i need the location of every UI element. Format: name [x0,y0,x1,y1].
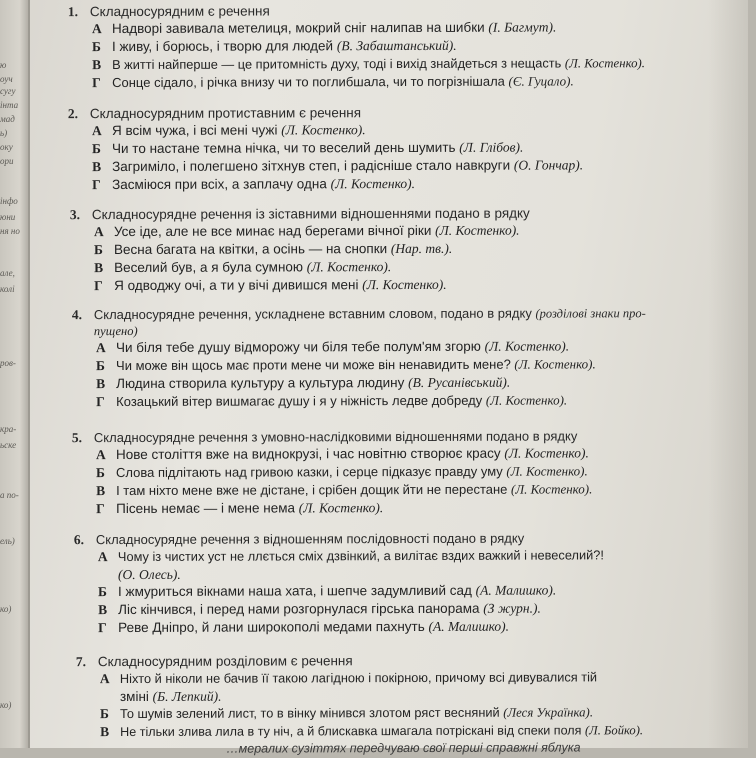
question-4 [72,304,752,411]
option-c[interactable]: В В житті найперше — це притомність духу, тоді і вихід знайдеться з нещасть (Л. Костенко). [92,55,645,73]
question-title: 5. Складносурядне речення з умовно-наслідковими відношеннями подано в рядку [71,428,578,446]
left-page-fragment: сугу [0,86,16,96]
question-3 [70,204,750,295]
option-d[interactable]: Г Засміюся при всіх, а заплачу одна (Л. Костенко). [92,175,416,193]
left-page-fragment: ров- [0,358,16,368]
option-b[interactable]: Б То шумів зелений лист, то в вінку мінився злотом ряст весняний (Леся Українка). [100,704,594,722]
question-title: 3. Складносурядне речення із зіставними відношеннями подано в рядку [69,205,530,223]
question-1 [68,1,748,92]
question-title: 2. Складносурядним протиставним є речення [67,105,362,122]
left-page-fragment: колі [0,284,15,294]
left-page-fragment: інфо [0,196,18,206]
option-d[interactable]: Г Реве Дніпро, й лани широкополі медами пахнуть (А. Малишко). [98,618,510,636]
question-title: 4. Складносурядне речення, ускладнене вставним словом, подано в рядку (розділові знаки про- [71,305,646,323]
question-7 [76,651,756,758]
option-b[interactable]: Б Чи то настане темна нічка, чи то веселий день шумить (Л. Глібов). [91,139,524,157]
left-page-edge [0,0,30,748]
option-c[interactable]: В Ліс кінчився, і перед нами розгорнулася гірська панорама (З журн.). [98,600,541,618]
option-c[interactable]: В Не тільки злива лила в ту ніч, а й блискавка шмагала потріскані від спеки поля (Л. Бойко). [100,723,644,740]
left-page-fragment: ьске [0,440,17,450]
left-page-fragment: мад [0,114,15,124]
question-title: 1. Складносурядним є речення [67,3,270,20]
left-page-fragment: а по- [0,490,19,500]
cut-off-line: …мералих сузіттях передчуваю свої перші справжні яблука [226,740,581,756]
question-5 [72,427,752,518]
option-b[interactable]: Б Весна багата на квітки, а осінь — на снопки (Нар. тв.). [93,240,453,258]
question-title: 6. Складносурядне речення з відношенням послідовності подано в рядку [73,530,525,548]
option-a[interactable]: А Я всім чужа, і всі мені чужі (Л. Костенко). [91,122,366,139]
left-page-fragment: але, [0,268,15,278]
left-page-fragment: кра- [0,424,17,434]
option-a[interactable]: А Усе іде, але не все минає над берегами вічної ріки (Л. Костенко). [93,222,520,240]
option-d[interactable]: Г Козацький вітер вишмагає душу і я у ніжність ледве добреду (Л. Костенко). [96,392,568,410]
left-page-fragment: юни [0,212,16,222]
option-b[interactable]: Б І жмуриться вікнами наша хата, і шепче задумливий сад (А. Малишко). [98,582,557,600]
left-page-fragment: інта [0,100,19,110]
option-a[interactable]: А Надворі завивала метелиця, мокрий сніг налипав на шибки (І. Багмут). [91,19,557,37]
option-d[interactable]: Г Пісень немає — і мене нема (Л. Костенко). [96,500,384,517]
left-page-fragment: оку [0,142,13,152]
option-a-continuation: (О. Олесь). [117,566,181,583]
option-a[interactable]: А Нове століття вже на виднокрузі, і час новітню створює красу (Л. Костенко). [95,445,589,463]
left-page-fragment: оуч [0,74,13,84]
question-6 [74,529,754,637]
option-c[interactable]: В І там ніхто мене вже не дістане, і срібен дощик йти не перестане (Л. Костенко). [96,481,593,499]
left-page-fragment: ю [0,60,7,70]
option-c[interactable]: В Загриміло, і полегшено зітхнув степ, і радісніше стало навкруги (О. Гончар). [92,157,584,175]
option-b[interactable]: Б Слова підлітають над гривою казки, і серце підказує правду уму (Л. Костенко). [95,463,588,481]
option-a-continuation: зміні (Б. Лепкий). [119,688,222,705]
option-d[interactable]: Г Я одводжу очі, а ти у вічі дивишся мені (Л. Костенко). [94,276,447,294]
option-c[interactable]: В Людина створила культуру а культура людину (В. Русанівський). [96,374,511,392]
option-c[interactable]: В Веселий був, а я була сумною (Л. Костенко). [94,259,392,276]
question-title: 7. Складносурядним розділовим є речення [75,653,353,670]
left-page-fragment: ко) [0,700,12,710]
option-a[interactable]: А Чому із чистих уст не ллється сміх дзвінкий, а вилітає вздих важкий і невеселий?! [97,547,604,565]
option-b[interactable]: Б Чи може він щось має проти мене чи може він ненавидить мене? (Л. Костенко). [96,356,596,374]
left-page-fragment: ь) [0,128,8,138]
option-d[interactable]: Г Сонце сідало, і річка внизу чи то поглибшала, чи то погрізнішала (Є. Гуцало). [92,73,574,91]
option-b[interactable]: Б І живу, і борюсь, і творю для людей (В. Забаштанський). [91,37,457,55]
left-page-fragment: ко) [0,604,12,614]
option-a[interactable]: А Ніхто й ніколи не бачив її такою лагідною і покірною, причому всі дивувалися тій [99,669,598,687]
left-page-fragment: ори [0,156,14,166]
option-a[interactable]: А Чи біля тебе душу відморожу чи біля тебе полум'ям згорю (Л. Костенко). [95,338,570,356]
left-page-fragment: ня но [0,226,20,236]
question-2 [68,103,748,194]
question-title-continuation: пущено) [93,323,138,339]
left-page-fragment: ель) [0,536,15,546]
